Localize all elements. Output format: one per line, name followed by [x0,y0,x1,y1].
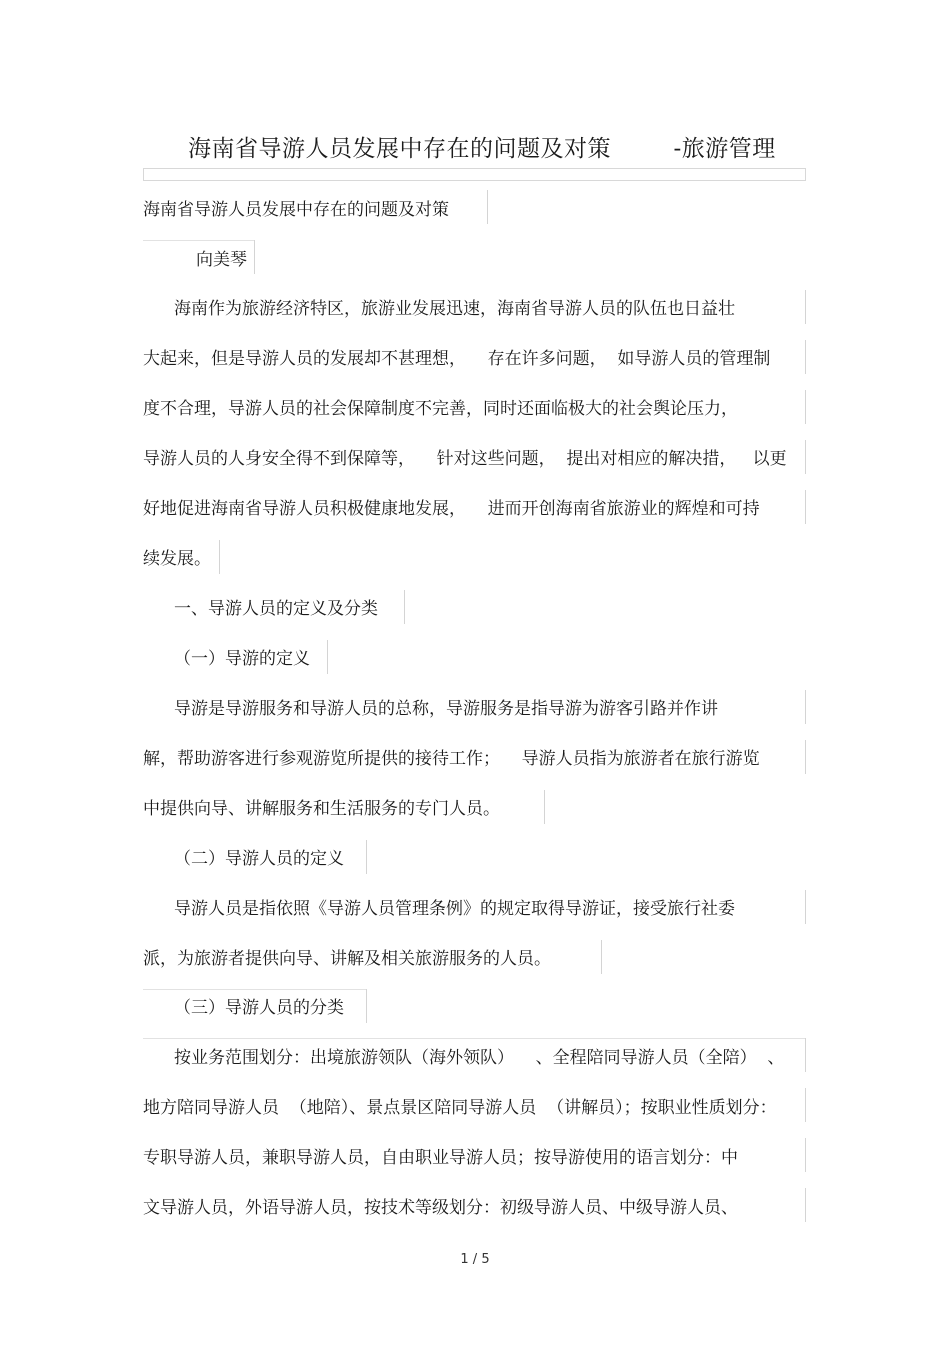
table-border [327,640,328,674]
table-border [487,190,488,224]
paragraph-line: 派，为旅游者提供向导、讲解及相关旅游服务的人员。 [143,949,551,969]
article-title: 海南省导游人员发展中存在的问题及对策 [143,200,449,220]
table-border [805,740,806,774]
paragraph-line: 好地促进海南省导游人员积极健康地发展， 进而开创海南省旅游业的辉煌和可持 [143,499,760,519]
table-border [143,240,255,241]
table-border [805,390,806,424]
table-border [805,340,806,374]
table-border [366,840,367,874]
table-border [805,690,806,724]
paragraph-line: 导游人员是指依照《导游人员管理条例》的规定取得导游证，接受旅行社委 [174,899,735,919]
table-border [219,540,220,574]
table-border [805,1038,806,1072]
title-underline-box [143,168,806,181]
table-border [805,1188,806,1222]
paragraph-line: 导游是导游服务和导游人员的总称，导游服务是指导游为游客引路并作讲 [174,699,718,719]
table-border [544,790,545,824]
table-border [404,590,405,624]
paragraph-line: 度不合理，导游人员的社会保障制度不完善，同时还面临极大的社会舆论压力， [143,399,738,419]
table-border [601,940,602,974]
paragraph-line: 大起来，但是导游人员的发展却不甚理想， 存在许多问题， 如导游人员的管理制 [143,349,771,369]
paragraph-line: 续发展。 [143,549,211,569]
document-title: 海南省导游人员发展中存在的问题及对策 -旅游管理 [188,136,776,162]
paragraph-line: 解，帮助游客进行参观游览所提供的接待工作； 导游人员指为旅游者在旅行游览 [143,749,760,769]
table-border [254,240,255,274]
paragraph-line: 文导游人员，外语导游人员，按技术等级划分：初级导游人员、中级导游人员、 [143,1198,738,1218]
author-name: 向美琴 [196,250,247,270]
table-border [805,1088,806,1122]
paragraph-line: 地方陪同导游人员 （地陪）、景点景区陪同导游人员 （讲解员）；按职业性质划分： [143,1098,777,1118]
table-border [805,490,806,524]
table-border [143,989,367,990]
paragraph-line: 专职导游人员，兼职导游人员，自由职业导游人员；按导游使用的语言划分：中 [143,1148,738,1168]
page-number: 1 / 5 [460,1252,490,1267]
paragraph-line: 海南作为旅游经济特区，旅游业发展迅速，海南省导游人员的队伍也日益壮 [174,299,735,319]
table-border [143,1038,806,1039]
table-border [805,1138,806,1172]
paragraph-line: 按业务范围划分：出境旅游领队（海外领队） 、全程陪同导游人员（全陪） 、 [174,1048,785,1068]
paragraph-line: 导游人员的人身安全得不到保障等， 针对这些问题， 提出对相应的解决措， 以更 [143,449,787,469]
table-border [805,440,806,474]
subsection-heading: （三）导游人员的分类 [174,998,344,1018]
section-heading: 一、导游人员的定义及分类 [174,599,378,619]
table-border [805,890,806,924]
table-border [805,290,806,324]
subsection-heading: （二）导游人员的定义 [174,849,344,869]
paragraph-line: 中提供向导、讲解服务和生活服务的专门人员。 [143,799,500,819]
subsection-heading: （一）导游的定义 [174,649,310,669]
table-border [366,989,367,1023]
